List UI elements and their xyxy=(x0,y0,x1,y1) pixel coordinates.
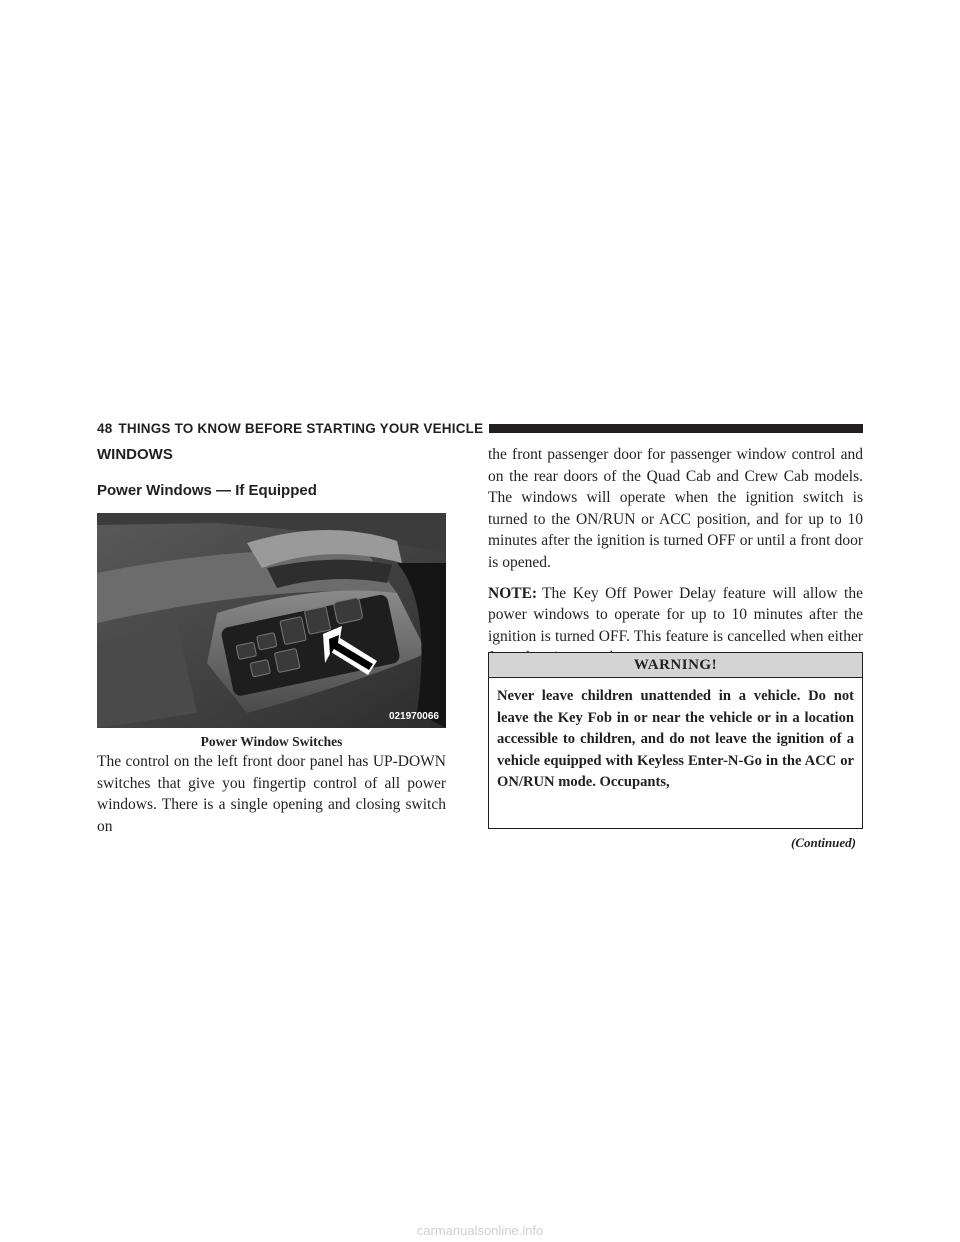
header-rule xyxy=(489,424,863,433)
continued-label: (Continued) xyxy=(790,835,856,850)
warning-box xyxy=(488,652,863,829)
right-column xyxy=(488,444,863,850)
page-number: 48 xyxy=(97,420,113,436)
warning-text: Never leave children unattended in a vehicle. Do not leave the Key Fob in or near the vehicle or in a location accessible to children, and do not leave the ignition of a vehicle equipped with Keyless Enter-N-Go in the ACC or ON/RUN mode. Occupants, xyxy=(497,688,854,791)
footer-watermark: carmanualsonline.info xyxy=(416,1223,544,1238)
figure-id: 021970066 xyxy=(388,711,439,722)
left-column xyxy=(97,444,446,835)
warning-title: WARNING! xyxy=(489,653,862,678)
note-label: NOTE: xyxy=(488,584,538,602)
section-heading: WINDOWS xyxy=(97,446,173,463)
door-panel-illustration xyxy=(97,513,446,728)
chapter-title: THINGS TO KNOW BEFORE STARTING YOUR VEHICLE xyxy=(118,420,484,436)
note-text: The Key Off Power Delay feature will allow the power windows to operate for up to 10 minutes after the ignition is turned OFF. This feature is cancelled when either xyxy=(488,584,863,645)
left-paragraph: The control on the left front door panel has UP-DOWN switches that give you fingertip control of all power windows. There is a single opening and closing switch on xyxy=(97,753,446,835)
running-head xyxy=(97,417,863,439)
right-paragraph: the front passenger door for passenger window control and on the rear doors of the Quad Cab and Crew Cab models. The windows will operate when the ignition switch is turned to the ON/RUN or ACC position, and for up to 10 minutes after the ignition is turned OFF or until a front door is opened. xyxy=(488,446,863,571)
power-window-switches-figure xyxy=(97,513,446,728)
sub-heading: Power Windows — If Equipped xyxy=(97,482,317,499)
figure-caption: Power Window Switches xyxy=(200,734,343,749)
